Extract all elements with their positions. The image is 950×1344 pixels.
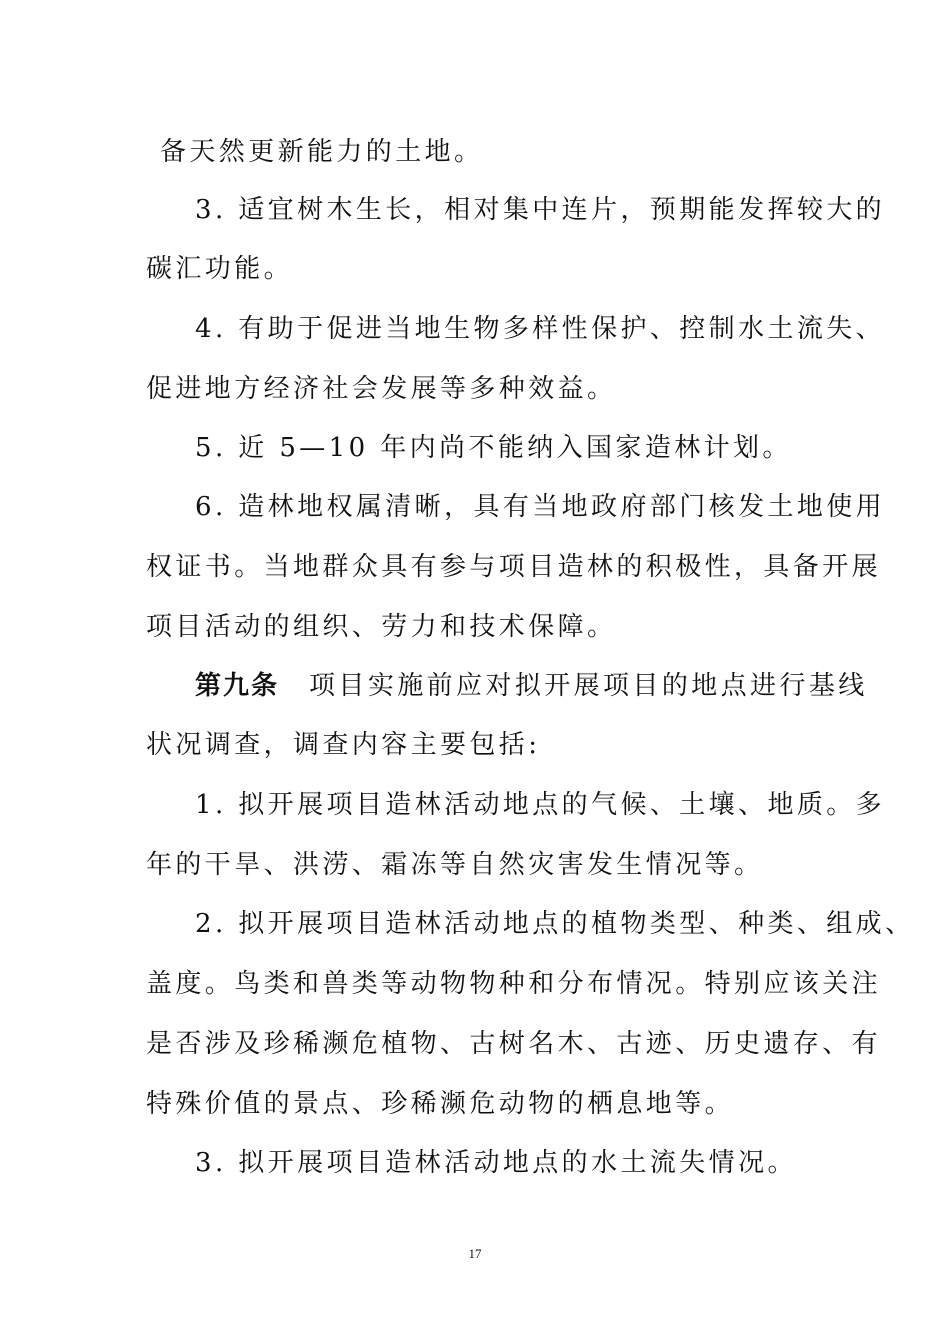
text-line-2: 3. 适宜树木生长，相对集中连片，预期能发挥较大的 <box>195 195 886 225</box>
text-line-13: 年的干旱、洪涝、霜冻等自然灾害发生情况等。 <box>146 850 764 880</box>
article-heading: 第九条 <box>195 671 280 701</box>
text-line-6: 5. 近 5—10 年内尚不能纳入国家造林计划。 <box>195 433 792 463</box>
text-line-14: 2. 拟开展项目造林活动地点的植物类型、种类、组成、 <box>195 909 915 939</box>
text-line-4: 4. 有助于促进当地生物多样性保护、控制水土流失、 <box>195 314 886 344</box>
text-line-5: 促进地方经济社会发展等多种效益。 <box>146 374 617 404</box>
text-line-11: 状况调查，调查内容主要包括: <box>146 730 541 760</box>
text-line-18: 3. 拟开展项目造林活动地点的水土流失情况。 <box>195 1148 797 1178</box>
text-line-15: 盖度。鸟类和兽类等动物物种和分布情况。特别应该关注 <box>146 969 882 999</box>
text-line-16: 是否涉及珍稀濒危植物、古树名木、古迹、历史遗存、有 <box>146 1029 882 1059</box>
article-heading-text: 项目实施前应对拟开展项目的地点进行基线 <box>309 671 868 701</box>
text-line-17: 特殊价值的景点、珍稀濒危动物的栖息地等。 <box>146 1089 735 1119</box>
text-line-12: 1. 拟开展项目造林活动地点的气候、土壤、地质。多 <box>195 790 886 820</box>
text-line-9: 项目活动的组织、劳力和技术保障。 <box>146 612 617 642</box>
text-line-1: 备天然更新能力的土地。 <box>160 137 484 167</box>
text-line-8: 权证书。当地群众具有参与项目造林的积极性，具备开展 <box>146 552 882 582</box>
article-heading-line <box>195 670 868 702</box>
text-line-3: 碳汇功能。 <box>146 254 294 284</box>
page-number: 17 <box>468 1246 482 1261</box>
text-line-7: 6. 造林地权属清晰，具有当地政府部门核发土地使用 <box>195 492 886 522</box>
